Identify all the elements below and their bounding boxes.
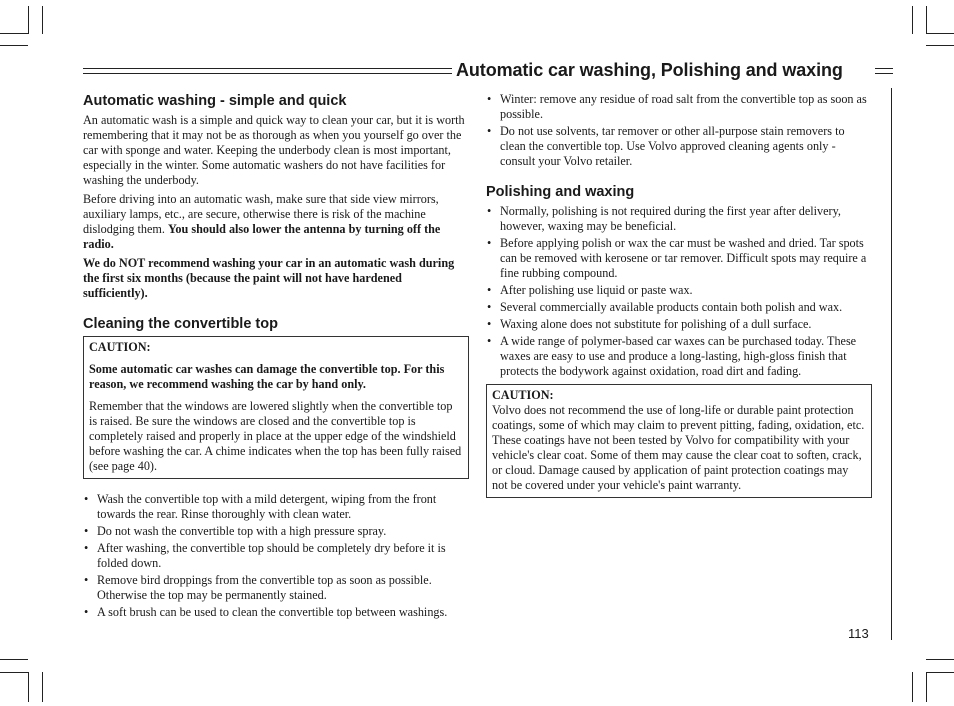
list-item: • After washing, the convertible top should be completely dry before it is folded down. [84,541,446,570]
paragraph [83,192,469,252]
crop-mark [912,6,913,34]
title-rule-left [83,68,452,74]
list-item: • Do not use solvents, tar remover or other all-purpose stain removers to clean the convertible top. Use Volvo approved cleaning agents only - consult your Volvo retailer. [487,124,845,168]
list-item: • Winter: remove any residue of road salt from the convertible top as soon as possible. [487,92,867,121]
bullet-icon: • [487,92,492,106]
paragraph: An automatic wash is a simple and quick way to clean your car, but it is worth remembering that it may not be as thorough as when you yourself go over the car with sponge and water. Keeping the underbody clean is most important, especially in the winter. Some automatic washers do not have facilities for washing the underbody. [83,113,465,187]
crop-mark [0,659,28,660]
crop-mark [926,33,954,34]
caution-label: CAUTION: [89,340,151,354]
crop-mark [0,45,28,46]
heading-automatic-washing: Automatic washing - simple and quick [83,93,347,109]
list-item: • Wash the convertible top with a mild detergent, wiping from the front towards the rear. Rinse thoroughly with clean water. [84,492,437,521]
caution-text: Volvo does not recommend the use of long-life or durable paint protection coatings, some of which may claim to prevent pitting, fading, oxidation, etc. These coatings have not been tested by Volvo for compatibility with your vehicle's clear coat. Some of them may cause the clear coat to soften, crack, or cloud. Damage caused by application of paint protection coatings may not be covered under your vehicle's paint warranty. [492,403,865,492]
convertible-bullet-list-continued [486,92,872,169]
left-column [83,92,469,622]
list-item: • A wide range of polymer-based car waxes can be purchased today. These waxes are easy to use and produce a long-lasting, high-gloss finish that protects the bodywork against oxidation, road dirt and fading. [487,334,857,378]
six-months-warning: We do NOT recommend washing your car in an automatic wash during the first six months (because the paint will not have hardened sufficiently). [83,256,455,300]
list-item: • Remove bird droppings from the convertible top as soon as possible. Otherwise the top may be permanently stained. [84,573,432,602]
crop-mark [42,6,43,34]
bullet-icon: • [84,492,89,506]
paragraph [83,256,469,301]
list-item: • Normally, polishing is not required during the first year after delivery, however, waxing may be beneficial. [487,204,841,233]
caution-bold-text: Some automatic car washes can damage the convertible top. For this reason, we recommend washing the car by hand only. [89,362,445,391]
title-row [83,60,893,84]
caution-box-paint [486,384,872,498]
convertible-bullet-list [83,492,469,620]
crop-mark [926,672,927,702]
caution-box-convertible [83,336,469,479]
list-item: • Waxing alone does not substitute for polishing of a dull surface. [487,317,812,331]
list-item: • After polishing use liquid or paste wax. [487,283,693,297]
bullet-icon: • [84,573,89,587]
bullet-icon: • [487,283,492,297]
bullet-icon: • [84,524,89,538]
right-column [486,92,872,498]
crop-mark [28,672,29,702]
crop-mark [912,672,913,702]
crop-mark [926,659,954,660]
list-item: • Several commercially available products contain both polish and wax. [487,300,843,314]
crop-mark [926,45,954,46]
list-item: • Before applying polish or wax the car must be washed and dried. Tar spots can be removed with kerosene or tar remover. Difficult spots may require a fine rubbing compound. [487,236,867,280]
crop-mark [0,672,28,673]
bullet-icon: • [487,236,492,250]
bullet-icon: • [487,334,492,348]
bullet-icon: • [487,300,492,314]
heading-polishing-waxing: Polishing and waxing [486,184,635,200]
bullet-icon: • [487,124,492,138]
crop-mark [42,672,43,702]
list-item: • Do not wash the convertible top with a high pressure spray. [84,524,387,538]
crop-mark [0,33,28,34]
caution-text: Remember that the windows are lowered slightly when the convertible top is raised. Be sure the windows are closed and the convertible top is completely raised and properly in place at the upper edge of the windshield before washing the car. A chime indicates when the top has been fully raised (see page 40). [89,399,462,473]
paragraph-text: Before driving into an automatic wash, make sure that side view mirrors, auxiliary lamps, etc., are secure, otherwise there is risk of the machine dislodging them. [83,192,439,236]
bullet-icon: • [487,204,492,218]
polishing-bullet-list [486,204,872,379]
page-number: 113 [848,626,869,641]
bullet-icon: • [84,541,89,555]
crop-mark [926,672,954,673]
column-rule [891,88,892,640]
crop-mark [28,6,29,34]
crop-mark [926,6,927,34]
page-title: Automatic car washing, Polishing and waxing [456,60,843,80]
list-item: • A soft brush can be used to clean the convertible top between washings. [84,605,448,619]
caution-label: CAUTION: [492,388,554,402]
bullet-icon: • [84,605,89,619]
heading-convertible-top: Cleaning the convertible top [83,316,278,332]
bullet-icon: • [487,317,492,331]
antenna-note: You should also lower the antenna by turning off the radio. [83,222,441,251]
title-rule-right [875,68,893,74]
